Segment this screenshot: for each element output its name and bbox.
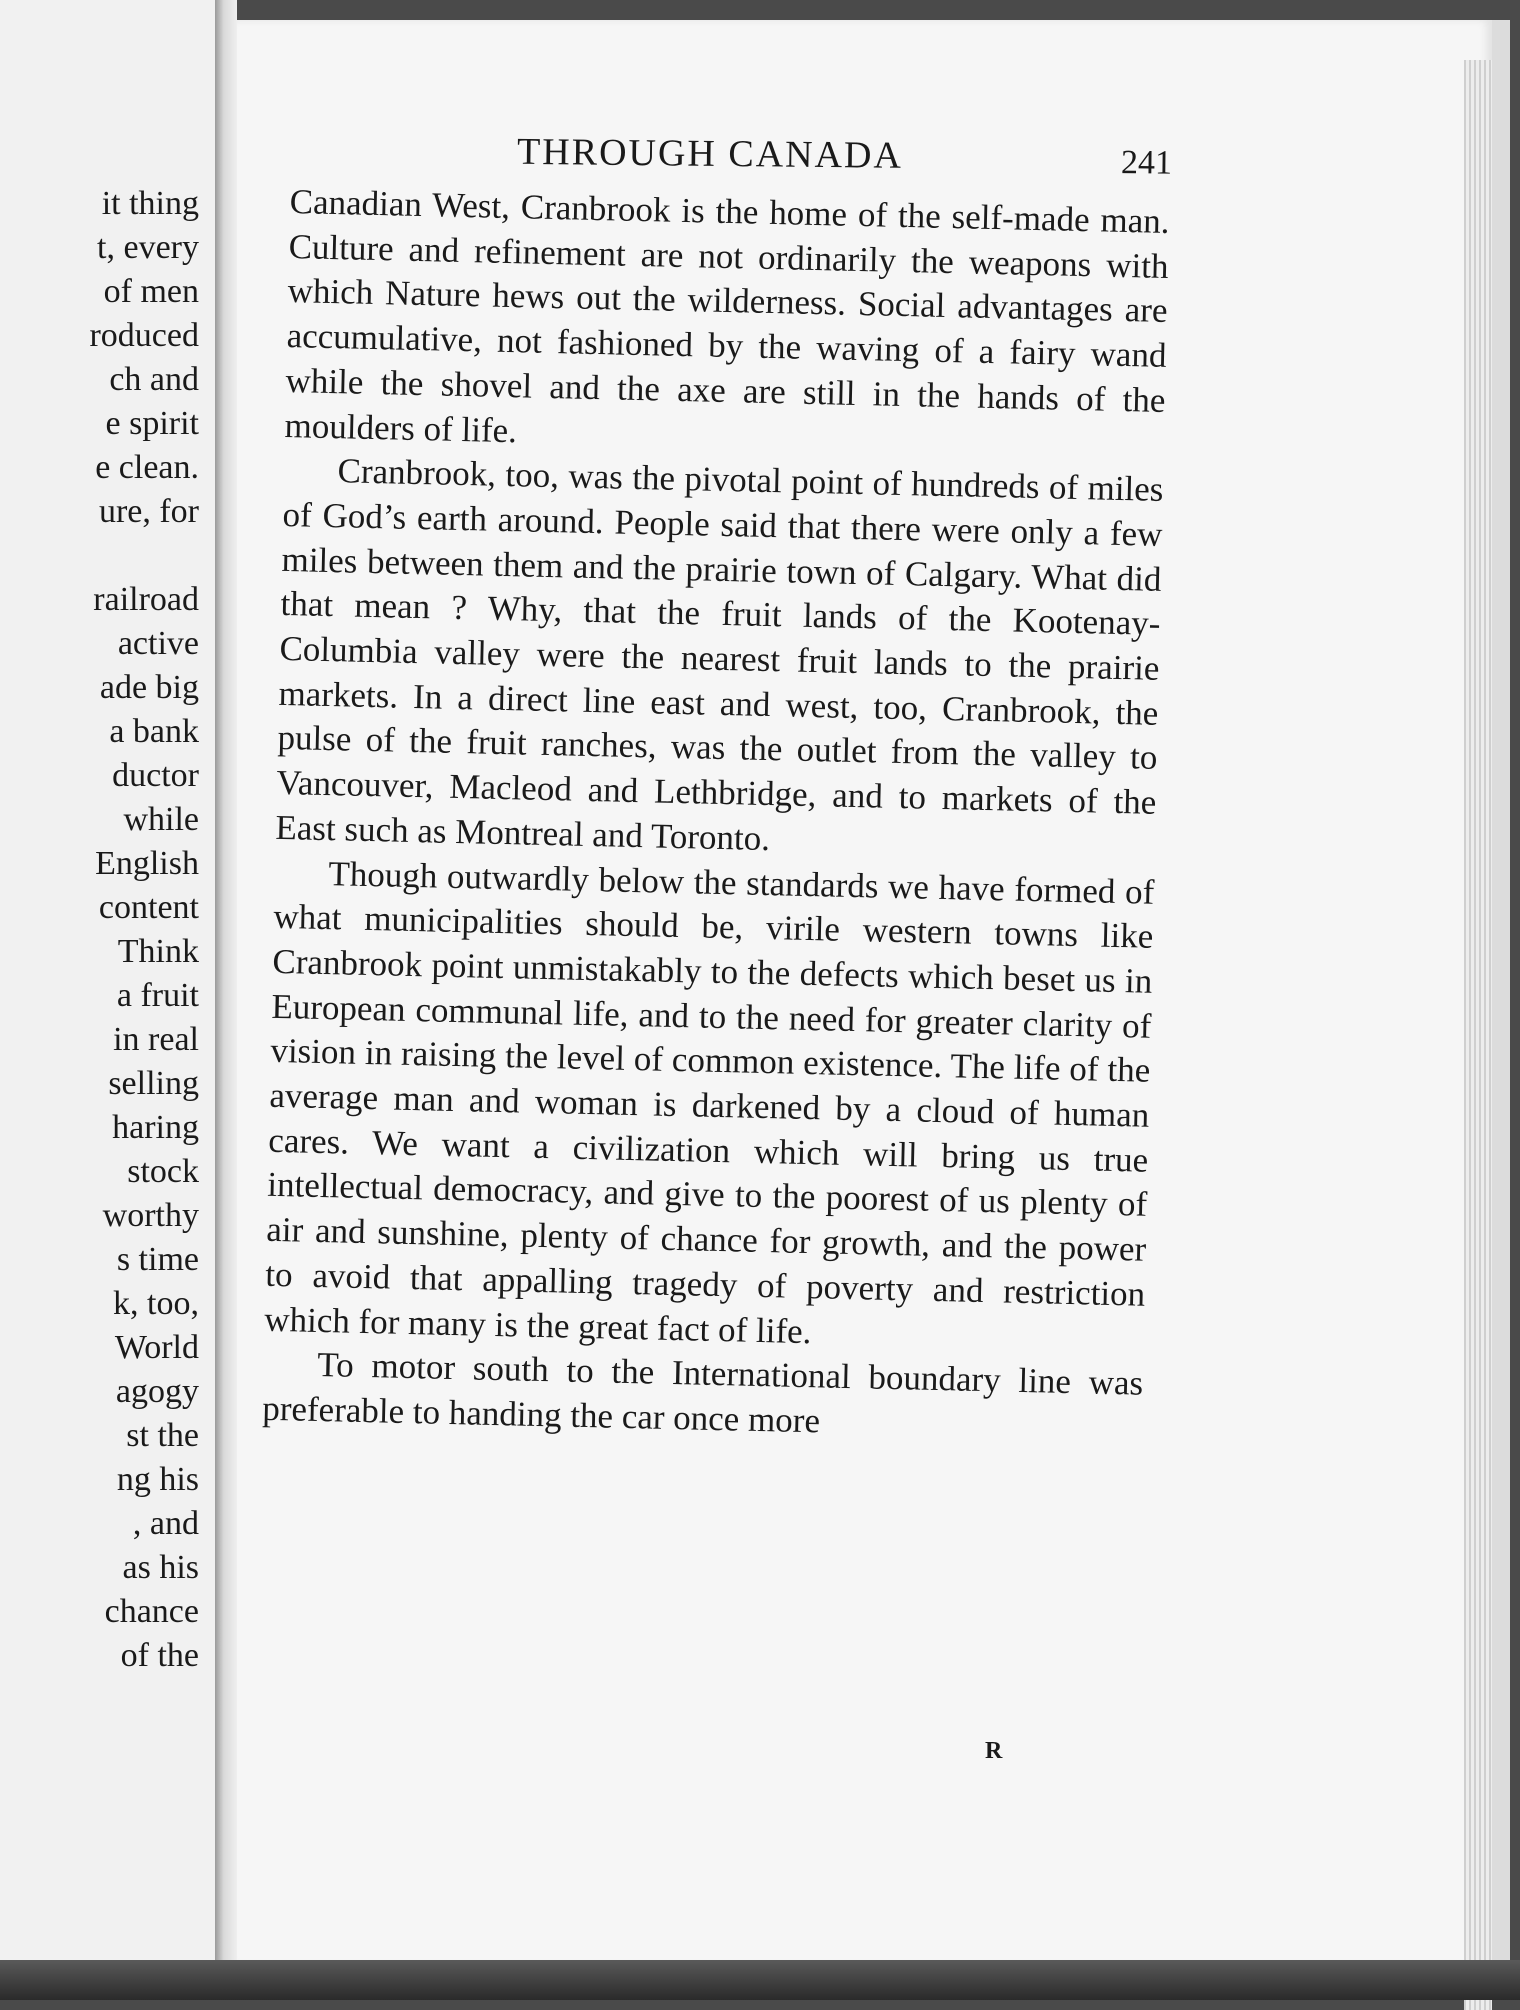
facing-page (0, 0, 218, 2000)
facing-page-line: t, every (97, 229, 199, 266)
paragraph-3: Though outwardly below the standards we have formed of what municipalities should be, virile western towns like Cranbrook point unmistakably to the defects which beset us in European communal life, and to the need for greater clarity of vision in raising the level of common existence. The life of the average man and woman is darkened by a cloud of human cares. We want a civilization which will bring us true intellectual democracy, and give to the poorest of us plenty of air and sunshine, plenty of chance for growth, and the power to avoid that appalling tragedy of poverty and restriction which for many is the great fact of life. (263, 853, 1155, 1351)
facing-page-line: k, too, (113, 1285, 199, 1322)
facing-page-line: agogy (115, 1373, 199, 1410)
signature-mark: R (985, 1738, 1003, 1764)
book-gutter (215, 0, 237, 2000)
facing-page-line: of the (120, 1637, 199, 1674)
facing-page-line: World (114, 1329, 199, 1366)
facing-page-line: of men (103, 273, 199, 310)
paragraph-2: Cranbrook, too, was the pivotal point of hundreds of miles of God’s earth around. People said that there were only a few miles between them and the prairie town of Calgary. What did that mean ? Why, that the fruit lands of the Kootenay-Columbia valley were the nearest fruit lands to the prairie markets. In a direct line east and west, too, Cranbrook, the pulse of the fruit ranches, was the outlet from the valley to Vancouver, Macleod and Lethbridge, and to markets of the East such as Montreal and Toronto. (275, 451, 1164, 858)
facing-page-line: ng his (116, 1461, 199, 1498)
facing-page-line: a bank (109, 713, 199, 750)
facing-page-line: e clean. (95, 449, 199, 486)
facing-page-line: while (123, 801, 199, 838)
running-head: THROUGH CANADA (516, 130, 904, 177)
facing-page-line: a fruit (116, 977, 199, 1014)
facing-page-line: selling (108, 1065, 199, 1102)
paragraph-4: To motor south to the International boundary line was preferable to handing the car once more (261, 1345, 1144, 1441)
facing-page-line: e spirit (105, 405, 199, 442)
facing-page-line: ch and (109, 361, 199, 398)
facing-page-line: s time (116, 1241, 199, 1278)
facing-page-line: , and (132, 1505, 199, 1542)
facing-page-line: roduced (89, 317, 199, 354)
facing-page-line: ductor (112, 757, 199, 794)
facing-page-line: it thing (101, 185, 199, 222)
facing-page-line: content (98, 889, 199, 926)
facing-page-line (89, 534, 199, 578)
facing-page-line: chance (104, 1593, 199, 1630)
paragraph-1: Canadian West, Cranbrook is the home of the self-made man. Culture and refinement are not ordinarily the weapons with which Nature hews out the wilderness. Social advantages are accumulative, not fashioned by the waving of a fairy wand while the shovel and the axe are still in the hands of the moulders of life. (284, 182, 1170, 450)
facing-page-line: English (95, 845, 199, 882)
page-edges (1464, 60, 1492, 2010)
facing-page-line: Think (117, 933, 199, 970)
facing-page-line: haring (112, 1109, 199, 1146)
page-number: 241 (1120, 144, 1173, 182)
facing-page-line: stock (127, 1153, 199, 1190)
facing-page-line: ade big (99, 669, 199, 706)
book-bottom-edge (0, 1960, 1520, 2000)
body-text (262, 180, 1170, 1451)
facing-page-line: railroad (93, 581, 199, 618)
facing-page-line: as his (122, 1549, 199, 1586)
facing-page-line: ure, for (98, 493, 199, 530)
facing-page-line: st the (126, 1417, 199, 1454)
facing-page-line: worthy (102, 1197, 199, 1234)
facing-page-line: active (117, 625, 199, 662)
facing-page-text (89, 182, 199, 1678)
facing-page-line: in real (113, 1021, 199, 1058)
